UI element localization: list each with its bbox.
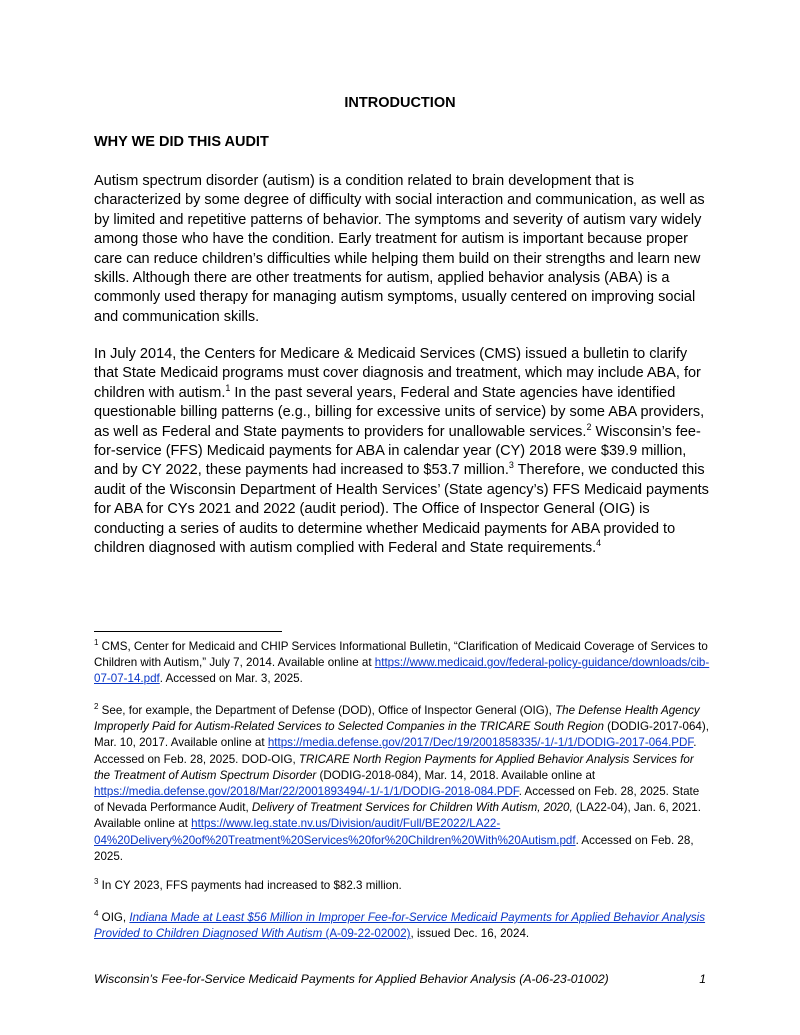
para2-sentence-2: In the past several years, Federal and State agencies have identified questionable billing patterns (e.g., billing for excessive units of service) by some ABA providers, as well as Federal and State payments to providers for unallowable services.	[94, 384, 705, 440]
footnote-divider	[94, 631, 282, 632]
footnote-1-number: 1	[94, 638, 99, 647]
footnote-ref-2[interactable]: 2	[586, 421, 592, 432]
footnote-ref-1[interactable]: 1	[225, 382, 231, 393]
footnote-1-accessed: . Accessed on Mar. 3, 2025.	[159, 672, 303, 686]
footnote-4-link-report-number: (A-09-22-02002)	[322, 927, 411, 941]
page-footer	[94, 972, 710, 986]
footnote-2-text-a: See, for example, the Department of Defense (DOD), Office of Inspector General (OIG),	[98, 704, 556, 717]
footer-report-title: Wisconsin’s Fee-for-Service Medicaid Payments for Applied Behavior Analysis (A-06-23-01002)	[94, 972, 609, 986]
footnote-2-text-b: (DODIG-2017-064), Mar. 10, 2017. Available online at	[94, 720, 709, 750]
para2-sentence-3: Wisconsin’s fee-for-service (FFS) Medicaid payments for ABA in calendar year (CY) 2018 were $39.9 million, and by CY 2022, these payments had increased to $53.7 million.	[94, 423, 701, 479]
footnote-4-number: 4	[94, 909, 99, 918]
footnote-3-text: In CY 2023, FFS payments had increased to $82.3 million.	[98, 879, 402, 892]
footnote-4-link[interactable]	[94, 911, 705, 940]
footnote-4-text-a: OIG,	[98, 911, 130, 924]
footnote-2-title-nevada: Delivery of Treatment Services for Children With Autism, 2020,	[251, 801, 573, 815]
footnote-2-link-dodig-2017[interactable]: https://media.defense.gov/2017/Dec/19/2001858335/-1/-1/1/DODIG-2017-064.PDF	[267, 736, 694, 750]
footnote-4	[94, 910, 710, 942]
footnote-2-link-nevada[interactable]: https://www.leg.state.nv.us/Division/audit/Full/BE2022/LA22-04%20Delivery%20of%20Treatment%20Services%20for%20Children%20With%20Autism.pdf	[94, 817, 576, 847]
footnote-1	[94, 639, 710, 688]
footnote-1-link[interactable]: https://www.medicaid.gov/federal-policy-guidance/downloads/cib-07-07-14.pdf	[94, 656, 710, 686]
footnote-ref-3[interactable]: 3	[508, 460, 514, 471]
footnote-2-text-f: (LA22-04), Jan. 6, 2021. Available online at	[94, 801, 701, 831]
footnote-2-text-d: (DODIG-2018-084), Mar. 14, 2018. Available online at	[316, 768, 596, 782]
footnote-2-text-c: . Accessed on Feb. 28, 2025. DOD-OIG,	[94, 736, 697, 766]
footnote-2-number: 2	[94, 702, 99, 711]
footnote-3	[94, 878, 710, 894]
footnote-2-link-dodig-2018[interactable]: https://media.defense.gov/2018/Mar/22/2001893494/-1/-1/1/DODIG-2018-084.PDF	[94, 785, 519, 799]
section-heading: WHY WE DID THIS AUDIT	[94, 134, 269, 150]
footnote-2-title-dod-south: The Defense Health Agency Improperly Paid for Autism-Related Services to Selected Companies in the TRICARE South Region	[94, 704, 700, 734]
footer-page-number: 1	[699, 972, 706, 986]
footnote-1-text: CMS, Center for Medicaid and CHIP Services Informational Bulletin, “Clarification of Medicaid Coverage of Services to Children with Autism,” July 7, 2014. Available online at	[94, 640, 708, 670]
footnote-4-text-b: , issued Dec. 16, 2024.	[410, 927, 530, 941]
paragraph-autism-background: Autism spectrum disorder (autism) is a condition related to brain development that is characterized by some degree of difficulty with social interaction and communication, as well as by limited and repetitive patterns of behavior. The symptoms and severity of autism vary widely among those who have the condition. Early treatment for autism is important because proper care can reduce children’s difficulties while helping them build on their strengths and learn new skills. Although there are other treatments for autism, applied behavior analysis (ABA) is a commonly used therapy for managing autism symptoms, usually centered on improving social and communication skills.	[94, 173, 705, 325]
footnote-3-number: 3	[94, 877, 99, 886]
footnote-2	[94, 703, 710, 865]
para2-sentence-4: Therefore, we conducted this audit of the Wisconsin Department of Health Services’ (State agency’s) FFS Medicaid payments for ABA for CYs 2021 and 2022 (audit period). The Office of Inspector General (OIG) is conducting a series of audits to determine whether Medicaid payments for ABA provided to children diagnosed with autism complied with Federal and State requirements.	[94, 462, 709, 557]
paragraph-audit-rationale	[94, 345, 710, 558]
footnote-2-title-tricare-north: TRICARE North Region Payments for Applied Behavior Analysis Services for the Treatment of Autism Spectrum Disorder	[94, 752, 694, 782]
footnote-ref-4[interactable]: 4	[596, 538, 602, 549]
page-title: INTRODUCTION	[344, 95, 456, 111]
footnote-2-text-e: . Accessed on Feb. 28, 2025. State of Nevada Performance Audit,	[94, 785, 700, 815]
para2-sentence-1: In July 2014, the Centers for Medicare & Medicaid Services (CMS) issued a bulletin to clarify that State Medicaid programs must cover diagnosis and treatment, which may include ABA, for children with autism.	[94, 346, 701, 401]
footnote-4-link-title: Indiana Made at Least $56 Million in Improper Fee-for-Service Medicaid Payments for Applied Behavior Analysis Provided to Children Diagnosed With Autism	[94, 911, 706, 941]
footnote-2-text-g: . Accessed on Feb. 28, 2025.	[94, 833, 694, 863]
